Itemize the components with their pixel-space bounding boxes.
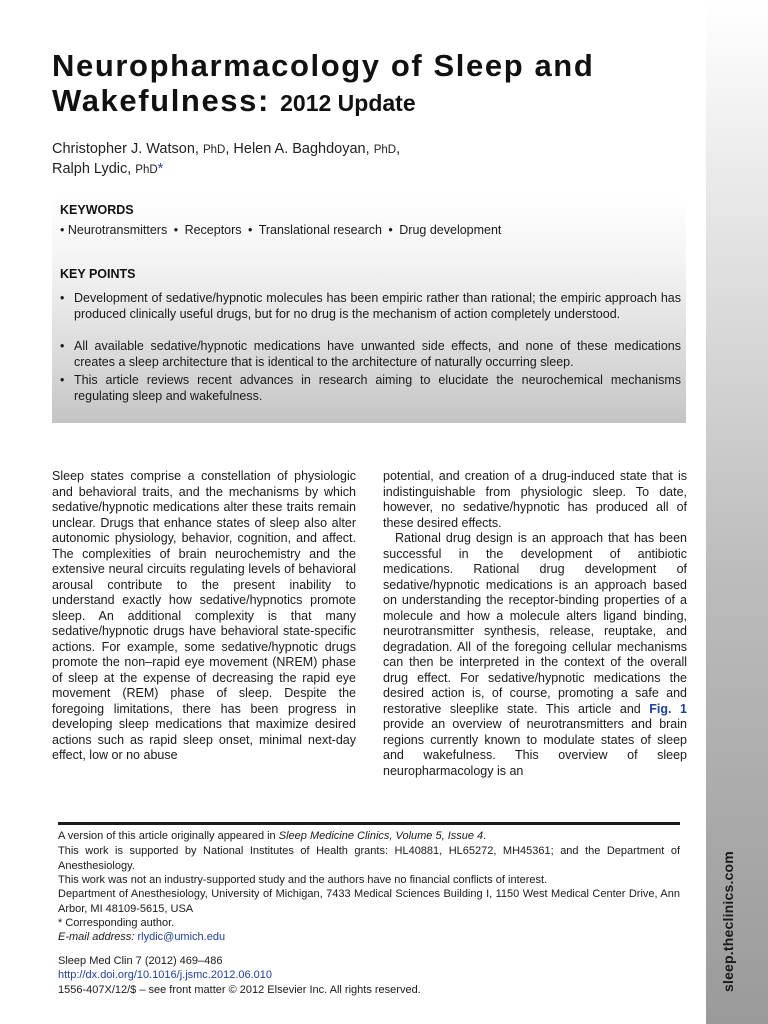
email-label: E-mail address: bbox=[58, 931, 135, 943]
author-line-1 bbox=[52, 140, 652, 160]
email-link[interactable]: rlydic@umich.edu bbox=[137, 931, 226, 943]
degree-lydic: PhD bbox=[135, 164, 158, 176]
keywords-list bbox=[60, 223, 501, 237]
body-column-left bbox=[52, 469, 356, 764]
author-watson: Christopher J. Watson, bbox=[52, 141, 199, 157]
figure-1-link[interactable]: Fig. 1 bbox=[649, 701, 687, 716]
bullet: • bbox=[388, 223, 393, 237]
footnote-funding: This work is supported by National Institutes of Health grants: HL40881, HL65272, MH45361; and the Department of Anesthesiology. bbox=[58, 845, 680, 872]
paragraph-text: provide an overview of neurotransmitters and brain regions currently known to modulate states of sleep and wakefulness. This overview of sleep neuropharmacology is an bbox=[383, 717, 687, 778]
key-point-3: • This article reviews recent advances in research aiming to elucidate the neurochemical mechanisms regulating sleep and wakefulness. bbox=[60, 373, 681, 404]
side-band bbox=[706, 0, 768, 1024]
keyword: Drug development bbox=[399, 223, 502, 237]
original-journal: Sleep Medicine Clinics, Volume 5, Issue 4 bbox=[278, 830, 484, 842]
doi-link[interactable] bbox=[58, 968, 680, 983]
title-update: 2012 Update bbox=[280, 90, 416, 116]
paragraph-text: Rational drug design is an approach that has been successful in the development of antibiotic medications. Rational drug development of sedative/hypnotic medications is an approach based on understanding the receptor-binding properties of a molecule and how a molecule alters ligand binding, neurotransmitter synthesis, release, reuptake, and degradation. All of the foregoing cellular mechanisms can then be interpreted in the context of the overall drug effect. For sedative/hypnotic medications the desired action is, of course, promoting a safe and restorative sleeplike state. This article and bbox=[383, 531, 687, 716]
body-paragraph: potential, and creation of a drug-induced state that is indistinguishable from physiologic sleep. To date, however, no sedative/hypnotic has produced all of these desired effects. bbox=[383, 469, 687, 530]
citation-journal: Sleep Med Clin 7 (2012) 469–486 bbox=[58, 955, 223, 967]
separator: , bbox=[396, 141, 401, 157]
key-points-heading: KEY POINTS bbox=[60, 267, 136, 281]
key-point-2: • All available sedative/hypnotic medications have unwanted side effects, and none of these medications creates a sleep architecture that is identical to the architecture of naturally occurring sleep. bbox=[60, 339, 681, 370]
doi-text[interactable]: http://dx.doi.org/10.1016/j.jsmc.2012.06.010 bbox=[58, 969, 273, 981]
key-point-1: • Development of sedative/hypnotic molecules has been empiric rather than rational; the empiric approach has produced clinically useful drugs, but for no drug is the mechanism of action completely understood. bbox=[60, 291, 681, 322]
author-line-2 bbox=[52, 160, 652, 180]
title-main: Neuropharmacology of Sleep and Wakefulness: bbox=[52, 48, 595, 118]
degree-watson: PhD bbox=[202, 144, 226, 156]
keywords-heading: KEYWORDS bbox=[60, 203, 134, 217]
article-title bbox=[52, 48, 692, 121]
body-paragraph: Sleep states comprise a constellation of physiologic and behavioral traits, and the mechanisms by which sedative/hypnotic medications alter these traits remain unclear. Drugs that enhance states of sleep also alter autonomic physiology, behavior, cognition, and affect. The complexities of brain neurochemistry and the extensive neural circuits regulating levels of behavioral arousal contribute to the present inability to understand exactly how sedative/hypnotics promote sleep. An additional complexity is that many sedative/hypnotic drugs have behavioral state-specific actions. For example, some sedative/hypnotic drugs promote the non–rapid eye movement (NREM) phase of sleep at the expense of decreasing the rapid eye movement (REM) phase of sleep. Despite the foregoing limitations, there has been progress in developing sleep medications that maximize desired actions such as rapid sleep onset, minimal next-day effect, low or no abuse bbox=[52, 469, 356, 762]
author-lydic: Ralph Lydic, bbox=[52, 161, 132, 177]
footnote-text: A version of this article originally appeared in bbox=[58, 830, 276, 842]
separator: , bbox=[225, 141, 230, 157]
bullet: • bbox=[60, 223, 65, 237]
footnote-text: . bbox=[483, 830, 487, 842]
footnote-email bbox=[58, 930, 680, 945]
journal-site-label: sleep.theclinics.com bbox=[720, 851, 736, 992]
body-column-right bbox=[383, 469, 687, 779]
degree-baghdoyan: PhD bbox=[373, 144, 397, 156]
author-list bbox=[52, 140, 652, 180]
keyword: Receptors bbox=[184, 223, 242, 237]
keyword: Neurotransmitters bbox=[67, 223, 168, 237]
copyright-line: 1556-407X/12/$ – see front matter © 2012 Elsevier Inc. All rights reserved. bbox=[58, 984, 421, 996]
corresponding-author-link[interactable]: * bbox=[157, 161, 164, 177]
footnote-address: Department of Anesthesiology, University of Michigan, 7433 Medical Sciences Building I, 1150 West Medical Center Drive, Ann Arbor, MI 48109-5615, USA bbox=[58, 888, 680, 915]
bullet: • bbox=[173, 223, 179, 237]
author-baghdoyan: Helen A. Baghdoyan, bbox=[233, 141, 370, 157]
footnote-original-publication bbox=[58, 829, 680, 844]
bullet: • bbox=[248, 223, 253, 237]
footnote-corresponding: * Corresponding author. bbox=[58, 917, 175, 929]
keyword: Translational research bbox=[258, 223, 382, 237]
body-paragraph bbox=[383, 531, 687, 779]
footnote-conflicts: This work was not an industry-supported study and the authors have no financial conflicts of interest. bbox=[58, 874, 548, 886]
footnote-divider bbox=[58, 822, 680, 825]
